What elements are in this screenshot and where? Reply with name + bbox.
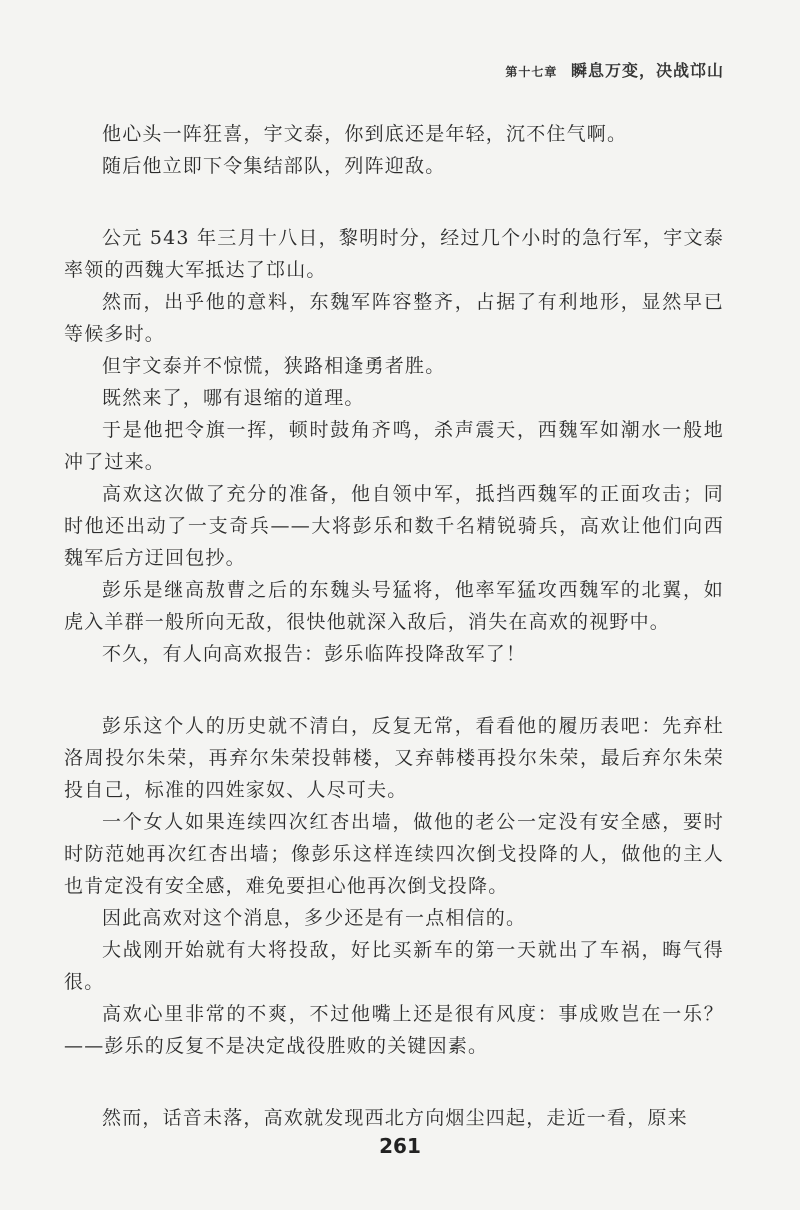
paragraph: 大战刚开始就有大将投敌，好比买新车的第一天就出了车祸，晦气得很。 [64,939,724,993]
running-head [505,58,724,81]
paragraph: 彭乐这个人的历史就不清白，反复无常，看看他的履历表吧：先弃杜洛周投尔朱荣，再弃尔朱荣投韩楼，又弃韩楼再投尔朱荣，最后弃尔朱荣投自己，标准的四姓家奴、人尽可夫。 [64,715,724,801]
paragraph: 既然来了，哪有退缩的道理。 [102,387,365,409]
paragraph: 他心头一阵狂喜，宇文泰，你到底还是年轻，沉不住气啊。 [102,123,628,145]
paragraph: 公元 543 年三月十八日，黎明时分，经过几个小时的急行军，宇文泰率领的西魏大军抵达了邙山。 [64,227,724,281]
paragraph: 高欢心里非常的不爽，不过他嘴上还是很有风度：事成败岂在一乐？——彭乐的反复不是决定战役胜败的关键因素。 [64,1003,724,1057]
body-text [64,118,724,1134]
paragraph: 但宇文泰并不惊慌，狭路相逢勇者胜。 [102,355,446,377]
chapter-title: 瞬息万变，决战邙山 [570,61,724,80]
paragraph: 高欢这次做了充分的准备，他自领中军，抵挡西魏军的正面攻击；同时他还出动了一支奇兵——大将彭乐和数千名精锐骑兵，高欢让他们向西魏军后方迂回包抄。 [64,483,724,569]
paragraph: 不久，有人向高欢报告：彭乐临阵投降敌军了！ [102,643,527,665]
page-number: 261 [379,1134,421,1158]
section-break [64,1062,724,1102]
paragraph: 随后他立即下令集结部队，列阵迎敌。 [102,155,446,177]
paragraph: 彭乐是继高敖曹之后的东魏头号猛将，他率军猛攻西魏军的北翼，如虎入羊群一般所向无敌，很快他就深入敌后，消失在高欢的视野中。 [64,579,724,633]
paragraph: 然而，话音未落，高欢就发现西北方向烟尘四起，走近一看，原来 [102,1107,688,1129]
paragraph: 因此高欢对这个消息，多少还是有一点相信的。 [102,907,527,929]
section-break [64,182,724,222]
paragraph: 于是他把令旗一挥，顿时鼓角齐鸣，杀声震天，西魏军如潮水一般地冲了过来。 [64,419,724,473]
paragraph: 一个女人如果连续四次红杏出墙，做他的老公一定没有安全感，要时时防范她再次红杏出墙；像彭乐这样连续四次倒戈投降的人，做他的主人也肯定没有安全感，难免要担心他再次倒戈投降。 [64,811,724,897]
chapter-label: 第十七章 [505,65,558,79]
paragraph: 然而，出乎他的意料，东魏军阵容整齐，占据了有利地形，显然早已等候多时。 [64,291,724,345]
section-break [64,670,724,710]
